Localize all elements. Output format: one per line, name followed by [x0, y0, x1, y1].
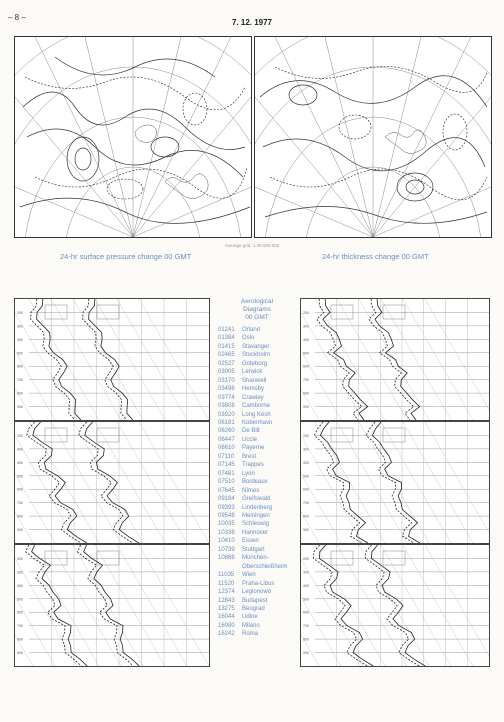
station-row [218, 504, 296, 512]
pressure-level-label: 900 [17, 405, 23, 410]
station-id: 01241 [218, 327, 235, 333]
station-id: 06610 [218, 445, 235, 452]
pressure-level-label: 500 [17, 351, 23, 356]
pressure-level-label: 300 [17, 570, 23, 575]
station-name: Orland [242, 327, 261, 333]
pressure-level-label: 600 [17, 610, 23, 615]
page-number: – 8 – [8, 13, 26, 22]
station-row [218, 351, 296, 359]
station-row [218, 343, 296, 351]
pressure-level-label: 700 [303, 624, 309, 629]
station-row [218, 571, 296, 579]
station-name: Schleswig [242, 521, 270, 528]
station-list-title-line-3: 00 GMT [245, 314, 269, 321]
pressure-level-label: 300 [17, 324, 23, 329]
station-id: 07145 [218, 462, 235, 469]
station-id: 07510 [218, 479, 235, 486]
station-id: 10338 [218, 529, 235, 536]
station-name: Udine [242, 614, 258, 621]
station-id: 09548 [218, 512, 235, 519]
station-row [218, 478, 296, 486]
station-name: Legionowo [242, 589, 272, 596]
pressure-level-label: 200 [303, 433, 309, 438]
page-date: 7. 12. 1977 [231, 18, 273, 27]
station-id: 07110 [218, 453, 235, 460]
station-name: Stavanger [242, 343, 270, 350]
aerological-diagram-panel [14, 544, 210, 667]
pressure-level-label: 700 [17, 501, 23, 506]
station-id: 03005 [218, 369, 235, 376]
station-name: Shanwell [242, 377, 267, 384]
aerological-diagram-svg [15, 545, 209, 666]
station-id: 03496 [218, 386, 235, 393]
station-list-title-line-2: Diagrams [243, 306, 271, 313]
station-name: Milano [242, 622, 260, 629]
aerological-diagram-panel [14, 298, 210, 421]
station-name: München- [242, 555, 269, 562]
station-name: Nîmes [242, 487, 260, 494]
pressure-level-label: 300 [303, 447, 309, 452]
station-id: 10868 [218, 555, 235, 562]
station-row [218, 461, 296, 469]
station-row [218, 368, 296, 376]
pressure-level-label: 400 [303, 337, 309, 342]
station-id: 13275 [218, 605, 235, 612]
station-row [218, 588, 296, 596]
station-id: 12843 [218, 597, 235, 604]
station-name: Crawley [242, 394, 264, 401]
station-id: 09184 [218, 496, 235, 503]
station-row [218, 512, 296, 520]
station-id: 06181 [218, 419, 235, 426]
aerological-diagram-panel [300, 421, 490, 544]
pressure-level-label: 600 [303, 610, 309, 615]
station-id: 16242 [218, 631, 235, 638]
station-name: Hemsby [242, 386, 265, 393]
pressure-level-label: 500 [303, 474, 309, 479]
station-name: Oberschleißheim [242, 563, 288, 570]
station-name: Bordeaux [242, 479, 268, 486]
station-id: 10035 [218, 521, 235, 528]
station-row [218, 470, 296, 478]
map-scale-note: Average grid, 1:40 000 000 [224, 243, 280, 248]
station-id: 10739 [218, 546, 235, 553]
station-row [218, 419, 296, 427]
map-thickness-svg [255, 37, 491, 237]
pressure-level-label: 900 [17, 651, 23, 656]
pressure-level-label: 700 [303, 501, 309, 506]
station-name: Beograd [242, 605, 265, 612]
aerological-diagram-panel [14, 421, 210, 544]
pressure-level-label: 500 [303, 597, 309, 602]
pressure-level-label: 300 [17, 447, 23, 452]
pressure-level-label: 600 [303, 487, 309, 492]
station-list-title-line-1: Aerological [240, 298, 274, 305]
station-row [218, 537, 296, 545]
station-id: 01415 [218, 343, 235, 350]
station-name: Trappes [242, 462, 264, 469]
aerological-diagram-panel [300, 298, 490, 421]
pressure-level-label: 200 [303, 310, 309, 315]
station-row [218, 520, 296, 528]
station-id: 03170 [218, 377, 235, 384]
station-name: Roma [242, 631, 259, 638]
station-name: Stuttgart [242, 546, 265, 553]
pressure-level-label: 200 [17, 556, 23, 561]
station-id: 06447 [218, 436, 235, 443]
station-name: Uccle [242, 436, 258, 443]
station-row [218, 529, 296, 537]
station-row [218, 411, 296, 419]
station-row [218, 563, 296, 571]
aerological-diagram-svg [301, 545, 489, 666]
station-name: Camborne [242, 403, 271, 410]
station-row [218, 385, 296, 393]
station-name: Payerne [242, 445, 265, 452]
caption-surface-pressure: 24-hr surface pressure change 00 GMT [60, 252, 192, 261]
station-name: Essen [242, 538, 259, 545]
pressure-level-label: 800 [303, 391, 309, 396]
station-id: 03808 [218, 403, 235, 410]
pressure-level-label: 400 [303, 583, 309, 588]
station-row [218, 487, 296, 495]
station-name: Wien [242, 572, 256, 579]
station-row [218, 546, 296, 554]
station-id: 11035 [218, 572, 235, 579]
station-id: 16080 [218, 622, 235, 629]
pressure-level-label: 700 [17, 378, 23, 383]
station-id: 03774 [218, 394, 235, 401]
station-name: Praha-Libus [242, 580, 275, 587]
station-id: 07645 [218, 487, 235, 494]
pressure-level-label: 400 [17, 583, 23, 588]
station-row [218, 613, 296, 621]
station-id: 06260 [218, 428, 235, 435]
station-row [218, 630, 296, 638]
station-name: Budapest [242, 597, 268, 604]
station-id [218, 563, 242, 571]
pressure-level-label: 800 [17, 637, 23, 642]
station-row [218, 495, 296, 503]
station-row [218, 622, 296, 630]
aerological-diagram-svg [301, 299, 489, 420]
pressure-level-label: 500 [303, 351, 309, 356]
station-row [218, 597, 296, 605]
station-row [218, 377, 296, 385]
station-id: 03920 [218, 411, 235, 418]
map-surface-pressure-change [14, 36, 252, 238]
pressure-level-label: 900 [303, 651, 309, 656]
aerological-station-list [218, 298, 296, 639]
pressure-level-label: 900 [17, 528, 23, 533]
pressure-level-label: 400 [303, 460, 309, 465]
station-id: 10410 [218, 538, 235, 545]
station-name: Lindenberg [242, 504, 273, 511]
pressure-level-label: 400 [17, 337, 23, 342]
station-row [218, 453, 296, 461]
station-row [218, 580, 296, 588]
station-id: 16044 [218, 614, 235, 621]
pressure-level-label: 700 [17, 624, 23, 629]
station-name: Hannover [242, 529, 269, 536]
station-id: 11520 [218, 580, 235, 587]
aerological-diagram-panel [300, 544, 490, 667]
station-row [218, 326, 296, 334]
pressure-level-label: 700 [303, 378, 309, 383]
station-id: 02527 [218, 360, 235, 367]
pressure-level-label: 600 [17, 487, 23, 492]
pressure-level-label: 600 [303, 364, 309, 369]
aerological-diagram-svg [15, 299, 209, 420]
pressure-level-label: 800 [303, 514, 309, 519]
station-id: 01384 [218, 335, 235, 342]
pressure-level-label: 900 [303, 405, 309, 410]
station-row [218, 402, 296, 410]
station-id: 09393 [218, 504, 235, 511]
pressure-level-label: 500 [17, 597, 23, 602]
map-surface-pressure-svg [15, 37, 251, 237]
station-name: Lerwick [242, 369, 263, 376]
station-name: Lyon [242, 470, 255, 477]
map-thickness-change [254, 36, 492, 238]
pressure-level-label: 500 [17, 474, 23, 479]
pressure-level-label: 800 [17, 514, 23, 519]
station-id: 12374 [218, 589, 235, 596]
pressure-level-label: 200 [303, 556, 309, 561]
pressure-level-label: 800 [303, 637, 309, 642]
station-id: 02465 [218, 352, 235, 359]
station-row [218, 394, 296, 402]
pressure-level-label: 200 [17, 433, 23, 438]
pressure-level-label: 200 [17, 310, 23, 315]
station-name: Long Kesh [242, 411, 271, 418]
station-name: Stockholm [242, 352, 271, 359]
station-list-title [218, 298, 296, 322]
station-row [218, 360, 296, 368]
station-row [218, 444, 296, 452]
pressure-level-label: 400 [17, 460, 23, 465]
station-row [218, 427, 296, 435]
station-name: De Bilt [242, 428, 260, 435]
station-row [218, 334, 296, 342]
station-row [218, 436, 296, 444]
aerological-diagram-svg [301, 422, 489, 543]
station-name: Greifswald [242, 496, 271, 503]
caption-thickness: 24-hr thickness change 00 GMT [322, 252, 429, 261]
station-rows [218, 326, 296, 639]
station-name: Brest [242, 453, 257, 460]
station-row [218, 554, 296, 562]
station-name: Kobenhavn [242, 419, 273, 426]
station-row [218, 605, 296, 613]
pressure-level-label: 300 [303, 570, 309, 575]
station-id: 07481 [218, 470, 235, 477]
aerological-diagram-svg [15, 422, 209, 543]
pressure-level-label: 900 [303, 528, 309, 533]
pressure-level-label: 300 [303, 324, 309, 329]
station-name: Meiningen [242, 512, 270, 519]
pressure-level-label: 600 [17, 364, 23, 369]
pressure-level-label: 800 [17, 391, 23, 396]
station-name: Goteborg [242, 360, 268, 367]
station-name: Oslo [242, 335, 255, 342]
